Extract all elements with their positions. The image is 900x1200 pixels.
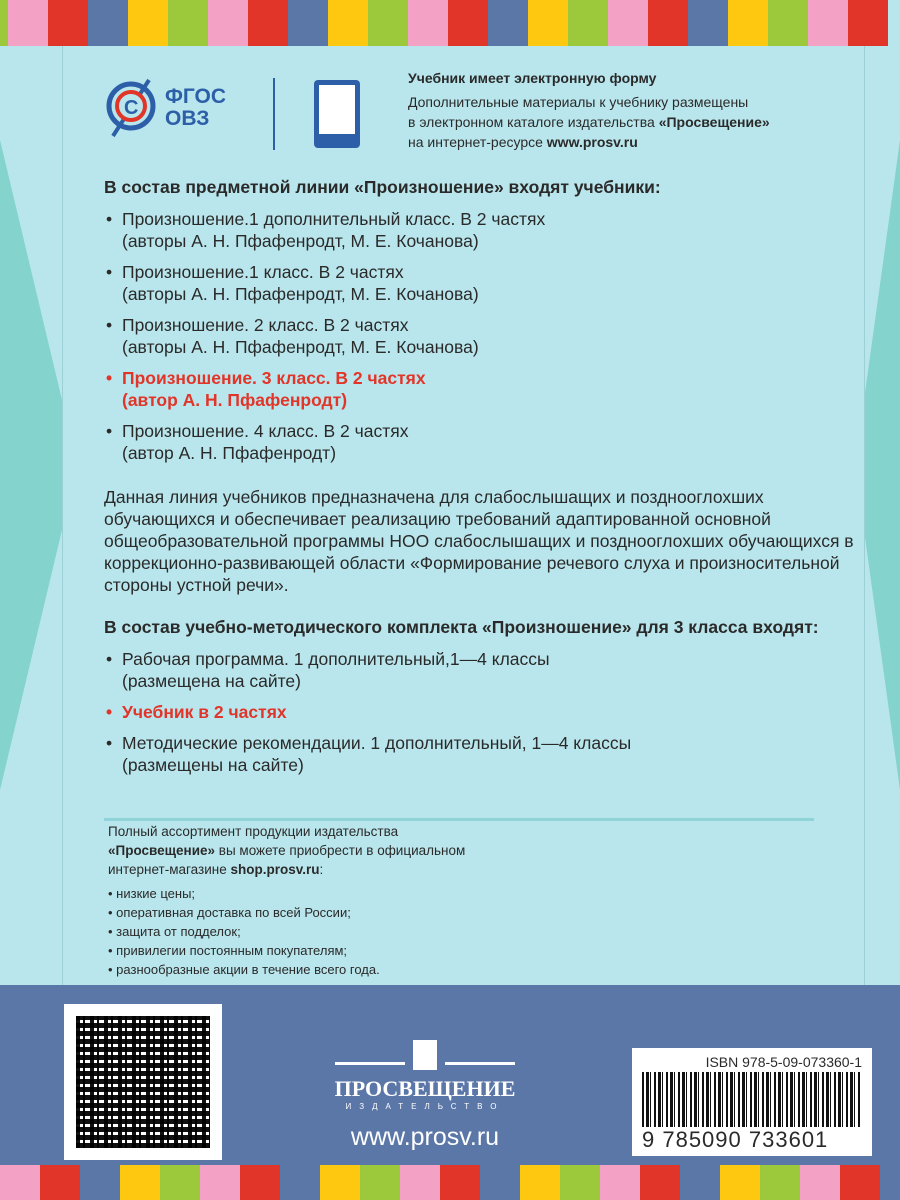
list-item: • разнообразные акции в течение всего года. [108, 961, 465, 979]
textbook-line-heading: В состав предметной линии «Произношение» входят учебники: [104, 177, 661, 197]
fgos-logo [105, 78, 226, 138]
item-authors: (авторы А. Н. Пфафенродт, М. Е. Кочанова) [122, 284, 479, 304]
decor-triangle-left [0, 140, 62, 790]
stripe [280, 1165, 320, 1200]
publisher-emblem-icon [335, 1040, 515, 1070]
item-authors: (авторы А. Н. Пфафенродт, М. Е. Кочанова) [122, 337, 479, 357]
list-item: • защита от подделок; [108, 923, 465, 941]
barcode [642, 1072, 862, 1127]
stripe [880, 1165, 900, 1200]
list-item [104, 208, 864, 252]
stripe [768, 0, 808, 46]
decor-triangle-right [864, 140, 900, 790]
divider [273, 78, 275, 150]
publisher-name: ПРОСВЕЩЕНИЕ [334, 1076, 516, 1101]
stripe [560, 1165, 600, 1200]
list-item [104, 701, 864, 723]
isbn-barcode [632, 1048, 872, 1156]
stripe [400, 1165, 440, 1200]
stripe [248, 0, 288, 46]
stripe [680, 1165, 720, 1200]
stripe [800, 1165, 840, 1200]
stripe [808, 0, 848, 46]
shop-text: Полный ассортимент продукции издательства [108, 824, 399, 839]
stripe [448, 0, 488, 46]
item-authors: (автор А. Н. Пфафенродт) [122, 390, 348, 410]
kit-heading: В состав учебно-методического комплекта «Произношение» для 3 класса входят: [104, 617, 819, 637]
stripe [320, 1165, 360, 1200]
list-item [104, 367, 864, 411]
electronic-form-info [408, 68, 770, 152]
isbn-label: ISBN 978-5-09-073360-1 [705, 1054, 862, 1070]
stripe [480, 1165, 520, 1200]
main-content [104, 176, 864, 785]
item-title: • Произношение. 4 класс. В 2 частях [122, 421, 409, 441]
stripe [240, 1165, 280, 1200]
list-item: • оперативная доставка по всей России; [108, 904, 465, 922]
stripe [568, 0, 608, 46]
stripe [200, 1165, 240, 1200]
list-item [104, 732, 864, 776]
website-link: www.prosv.ru [546, 134, 638, 150]
stripe [760, 1165, 800, 1200]
shop-info [108, 822, 465, 980]
item-authors: (размещена на сайте) [122, 671, 301, 691]
stripe [440, 1165, 480, 1200]
color-stripes-bottom [0, 1165, 900, 1200]
barcode-digits: 9 785090 733601 [642, 1127, 829, 1152]
stripe [408, 0, 448, 46]
list-item [104, 420, 864, 464]
list-item: • привилегии постоянным покупателям; [108, 942, 465, 960]
stripe [288, 0, 328, 46]
stripe [40, 1165, 80, 1200]
item-title: • Рабочая программа. 1 дополнительный,1—4 классы [122, 649, 550, 669]
stripe [88, 0, 128, 46]
shop-text: интернет-магазине [108, 862, 231, 877]
publisher-name: «Просвещение» [658, 114, 770, 130]
stripe [648, 0, 688, 46]
fgos-label: ФГОС [165, 85, 227, 108]
stripe [208, 0, 248, 46]
list-item [104, 648, 864, 692]
stripe [528, 0, 568, 46]
list-item [104, 261, 864, 305]
stripe [520, 1165, 560, 1200]
stripe [728, 0, 768, 46]
colon: : [319, 862, 324, 877]
stripe [128, 0, 168, 46]
stripe [488, 0, 528, 46]
shop-text: вы можете приобрести в официальном [215, 843, 466, 858]
stripe [8, 0, 48, 46]
stripe [368, 0, 408, 46]
item-title: • Учебник в 2 частях [122, 702, 287, 722]
description-paragraph: Данная линия учебников предназначена для слабослышащих и позднооглохших обучающихся и обеспечивает реализацию требований адаптированной основной общеобразовательной программы НОО слабослышащих и позднооглохших обучающихся в коррекционно-развивающей области «Формирование речевого слуха и произносительной стороны устной речи». [104, 487, 854, 595]
stripe [600, 1165, 640, 1200]
list-item: • низкие цены; [108, 885, 465, 903]
item-title: • Произношение. 3 класс. В 2 частях [122, 368, 426, 388]
item-title: • Произношение.1 дополнительный класс. В 2 частях [122, 209, 546, 229]
shop-benefits [108, 885, 465, 979]
stripe [640, 1165, 680, 1200]
kit-list [104, 648, 864, 776]
item-title: • Произношение. 2 класс. В 2 частях [122, 315, 409, 335]
stripe [688, 0, 728, 46]
color-stripes-top [0, 0, 900, 46]
stripe [840, 1165, 880, 1200]
textbook-list [104, 208, 864, 464]
item-authors: (автор А. Н. Пфафенродт) [122, 443, 337, 463]
publisher-subtitle: ИЗДАТЕЛЬСТВО [345, 1102, 505, 1111]
stripe [120, 1165, 160, 1200]
item-authors: (размещены на сайте) [122, 755, 304, 775]
divider [104, 818, 814, 821]
item-title: • Методические рекомендации. 1 дополнительный, 1—4 классы [122, 733, 632, 753]
website-link: www.prosv.ru [350, 1123, 500, 1151]
publisher-logo [330, 1040, 520, 1152]
list-item [104, 314, 864, 358]
stripe [0, 1165, 40, 1200]
stripe [48, 0, 88, 46]
stripe [720, 1165, 760, 1200]
publisher-name: «Просвещение» [108, 843, 216, 858]
ovz-label: ОВЗ [165, 107, 210, 130]
stripe [0, 0, 8, 46]
stripe [360, 1165, 400, 1200]
stripe [328, 0, 368, 46]
shop-link: shop.prosv.ru [230, 862, 320, 877]
stripe [168, 0, 208, 46]
stripe [608, 0, 648, 46]
stripe [848, 0, 888, 46]
eform-title: Учебник имеет электронную форму [408, 70, 657, 86]
item-authors: (авторы А. Н. Пфафенродт, М. Е. Кочанова) [122, 231, 479, 251]
eform-text: на интернет-ресурсе [408, 134, 547, 150]
divider [864, 46, 865, 986]
qr-code [64, 1004, 222, 1160]
stripe [80, 1165, 120, 1200]
tablet-icon [314, 80, 360, 148]
fgos-emblem-icon [105, 78, 157, 138]
stripe [160, 1165, 200, 1200]
item-title: • Произношение.1 класс. В 2 частях [122, 262, 404, 282]
eform-text: Дополнительные материалы к учебнику размещены [408, 94, 749, 110]
divider [62, 46, 63, 986]
svg-text:С: С [124, 97, 139, 119]
eform-text: в электронном каталоге издательства [408, 114, 659, 130]
